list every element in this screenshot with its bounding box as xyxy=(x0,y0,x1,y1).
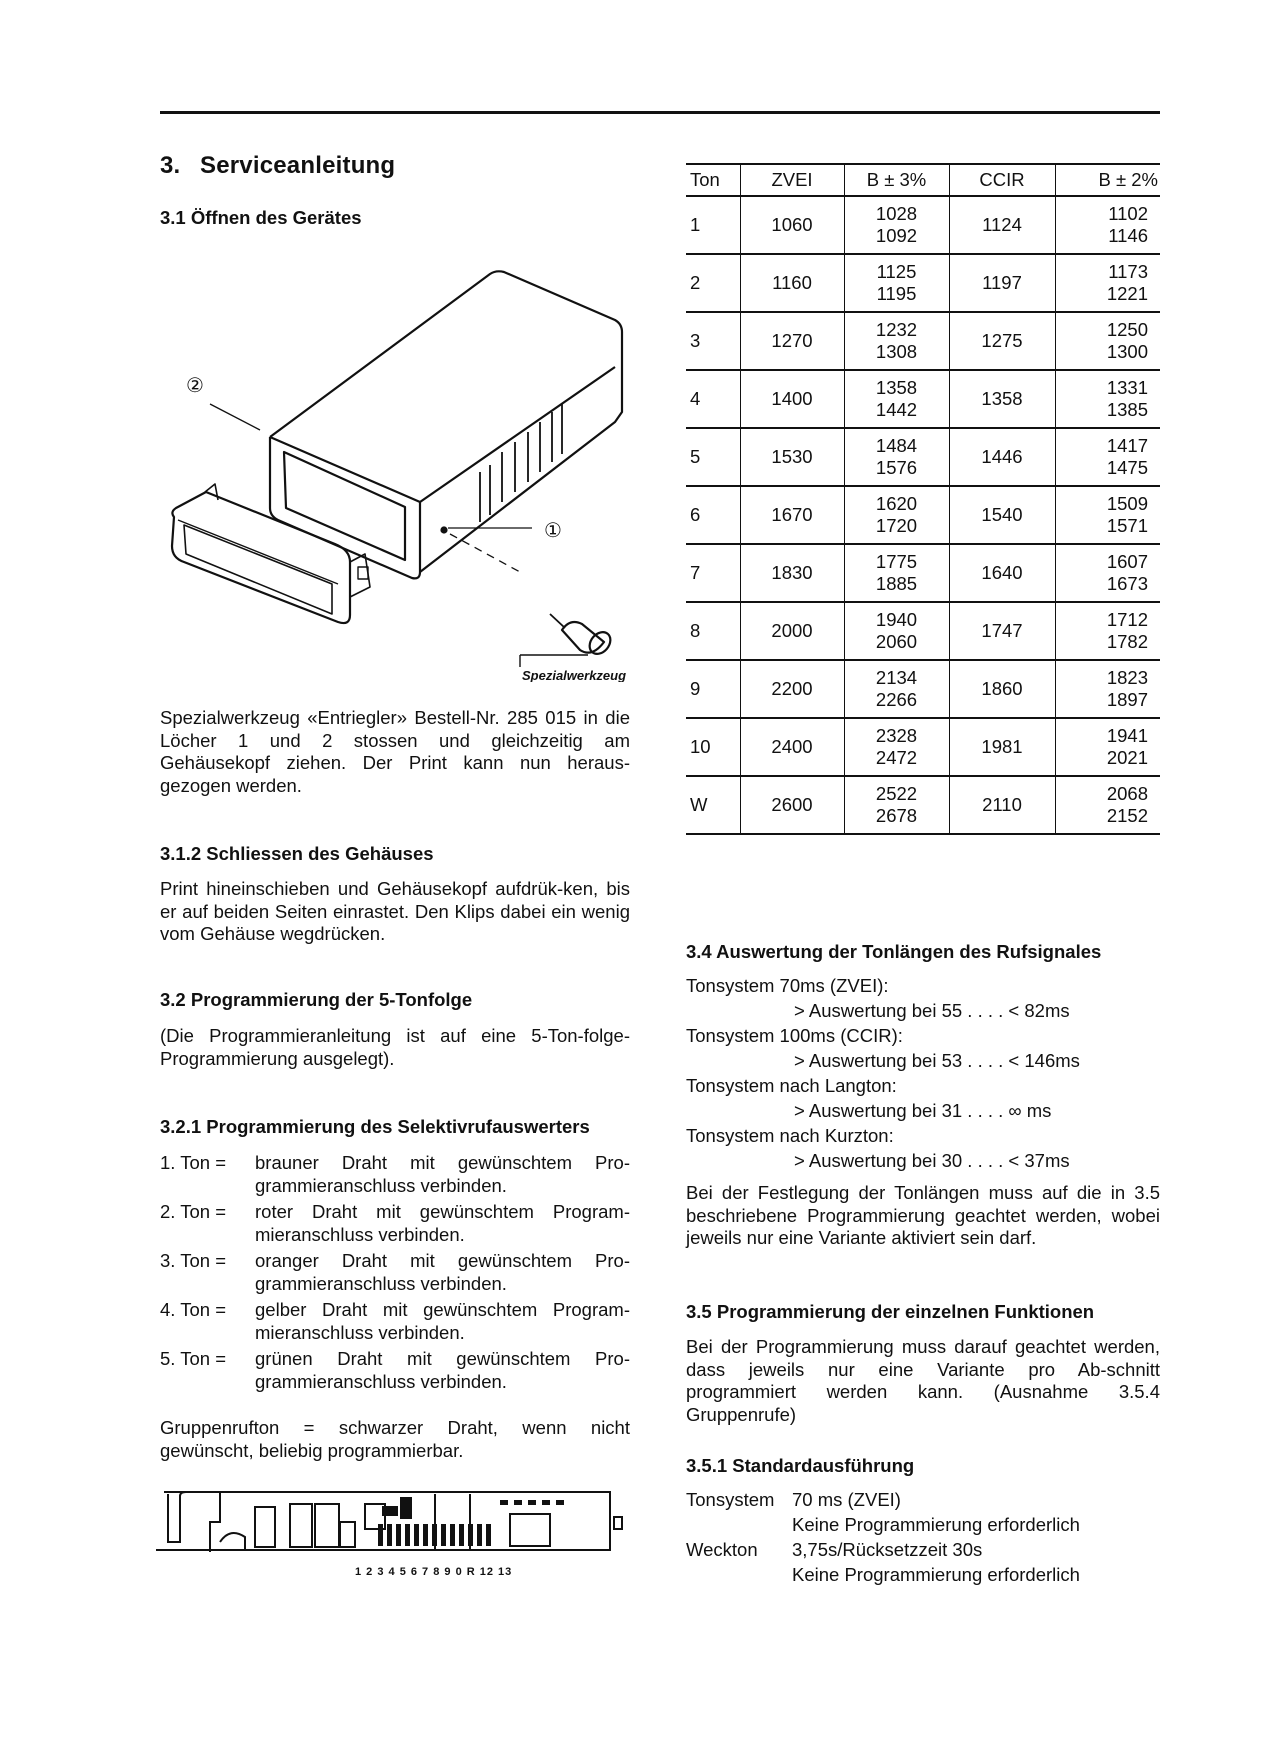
paragraph-tone-length: Bei der Festlegung der Tonlängen muss auf die in 3.5 beschriebene Programmierung geachtet werden, wobei jeweils nur eine Variante aktiviert sein darf. xyxy=(686,1182,1160,1248)
paragraph-opening: Spezialwerkzeug «Entriegler» Bestell-Nr. 285 015 in die Löcher 1 und 2 stossen und gleichzeitig am Gehäusekopf ziehen. Der Print kann nun heraus-gezogen werden. xyxy=(160,707,630,796)
cell-value: 2200 xyxy=(771,678,813,699)
tonsystem-label: Tonsystem 70ms (ZVEI): xyxy=(686,975,889,996)
cell-ccir xyxy=(949,486,1055,544)
cell-zvei xyxy=(740,660,844,718)
cell-ccir xyxy=(949,428,1055,486)
table-row xyxy=(686,254,1160,312)
cell-b3-range xyxy=(844,428,949,486)
range-low: 1417 xyxy=(1106,435,1148,456)
heading-3-1-2: 3.1.2 Schliessen des Gehäuses xyxy=(160,843,434,864)
range-high: 1092 xyxy=(875,225,918,246)
table-header-row xyxy=(686,164,1160,196)
table-row xyxy=(686,312,1160,370)
cell-ccir xyxy=(949,370,1055,428)
cell-value: 3 xyxy=(690,330,701,351)
table-row xyxy=(686,486,1160,544)
list-item xyxy=(160,1250,630,1295)
cell-value: 1197 xyxy=(982,272,1022,293)
cell-b3-range xyxy=(844,486,949,544)
list-item-key: 1. Ton = xyxy=(160,1152,227,1173)
cell-value: 1540 xyxy=(981,504,1023,525)
cell-value: 1830 xyxy=(771,562,813,583)
cell-value: 1446 xyxy=(981,446,1023,467)
cell-value: 1640 xyxy=(981,562,1023,583)
cell-b2-range xyxy=(1055,428,1160,486)
standard-config xyxy=(686,1487,1160,1587)
range-low: 1358 xyxy=(875,377,918,398)
range-low: 1028 xyxy=(875,203,918,224)
col-header-zvei: ZVEI xyxy=(740,164,844,196)
range-high: 1571 xyxy=(1106,515,1148,536)
housing-exploded-illustration xyxy=(160,262,650,682)
range-low: 1102 xyxy=(1108,203,1148,224)
cell-b3-range xyxy=(844,660,949,718)
range-high: 2152 xyxy=(1106,805,1148,826)
cell-zvei xyxy=(740,196,844,254)
cell-ton xyxy=(686,602,740,660)
tonsystem-label: Tonsystem nach Langton: xyxy=(686,1075,897,1096)
heading-3-2-1: 3.2.1 Programmierung des Selektivrufauswerters xyxy=(160,1116,590,1137)
range-high: 1385 xyxy=(1106,399,1148,420)
page-title xyxy=(160,152,395,180)
cell-value: 6 xyxy=(690,504,701,525)
col-header-b2: B ± 2% xyxy=(1055,164,1160,196)
cell-zvei xyxy=(740,312,844,370)
cell-value: 1670 xyxy=(771,504,813,525)
tonsystem-eval: > Auswertung bei 55 . . . . < 82ms xyxy=(794,1000,1070,1021)
range-high: 2266 xyxy=(875,689,918,710)
range-low: 1250 xyxy=(1106,319,1148,340)
heading-3-5-1: 3.5.1 Standardausführung xyxy=(686,1455,915,1476)
list-item-value: grünen Draht mit gewünschtem Pro-grammieranschluss verbinden. xyxy=(255,1348,630,1392)
table-row xyxy=(686,370,1160,428)
cell-zvei xyxy=(740,254,844,312)
config-value: 3,75s/Rücksetzzeit 30s xyxy=(792,1539,983,1560)
config-label: Tonsystem xyxy=(686,1489,775,1510)
col-header-ccir: CCIR xyxy=(949,164,1055,196)
cell-b2-range xyxy=(1055,486,1160,544)
list-item-key: 4. Ton = xyxy=(160,1299,227,1320)
cell-value: 1 xyxy=(690,214,701,235)
range-high: 1442 xyxy=(875,399,918,420)
cell-b2-range xyxy=(1055,602,1160,660)
table-row xyxy=(686,660,1160,718)
cell-zvei xyxy=(740,486,844,544)
tonsystem-eval: > Auswertung bei 53 . . . . < 146ms xyxy=(794,1050,1080,1071)
config-value: Keine Programmierung erforderlich xyxy=(792,1564,1080,1585)
range-low: 2068 xyxy=(1106,783,1148,804)
range-low: 1232 xyxy=(875,319,918,340)
group-call-note: Gruppenrufton = schwarzer Draht, wenn nicht gewünscht, beliebig programmierbar. xyxy=(160,1417,630,1461)
range-low: 1823 xyxy=(1106,667,1148,688)
range-low: 1607 xyxy=(1106,551,1148,572)
range-low: 1125 xyxy=(876,261,917,282)
tool-label: Spezialwerkzeug xyxy=(522,668,627,682)
cell-ccir xyxy=(949,312,1055,370)
cell-b2-range xyxy=(1055,776,1160,834)
cell-value: 2000 xyxy=(771,620,813,641)
tonsystem-label: Tonsystem nach Kurzton: xyxy=(686,1125,894,1146)
cell-ton xyxy=(686,718,740,776)
range-high: 1782 xyxy=(1106,631,1148,652)
table-row xyxy=(686,776,1160,834)
cell-zvei xyxy=(740,718,844,776)
cell-b2-range xyxy=(1055,544,1160,602)
cell-value: 2110 xyxy=(982,794,1022,815)
callout-1-label: ① xyxy=(544,518,562,542)
cell-value: 1124 xyxy=(982,214,1022,235)
range-high: 1673 xyxy=(1106,573,1148,594)
list-item xyxy=(160,1152,630,1197)
cell-ton xyxy=(686,254,740,312)
callout-2-label: ② xyxy=(186,373,204,397)
list-item-value: brauner Draht mit gewünschtem Pro-grammieranschluss verbinden. xyxy=(255,1152,630,1196)
range-low: 1509 xyxy=(1106,493,1148,514)
range-low: 1941 xyxy=(1106,725,1148,746)
pcb-pin-labels: 1 2 3 4 5 6 7 8 9 0 R 12 13 xyxy=(355,1566,513,1578)
list-item-value: gelber Draht mit gewünschtem Program-mieranschluss verbinden. xyxy=(255,1299,630,1343)
cell-b2-range xyxy=(1055,370,1160,428)
heading-3-2: 3.2 Programmierung der 5-Tonfolge xyxy=(160,989,473,1010)
cell-value: 7 xyxy=(690,562,701,583)
list-item-value: oranger Draht mit gewünschtem Pro-grammieranschluss verbinden. xyxy=(255,1250,630,1294)
cell-value: 1160 xyxy=(772,272,812,293)
cell-zvei xyxy=(740,776,844,834)
cell-value: 9 xyxy=(690,678,701,699)
range-high: 2472 xyxy=(875,747,918,768)
range-low: 1940 xyxy=(875,609,918,630)
paragraph-closing: Print hineinschieben und Gehäusekopf aufdrük-ken, bis er auf beiden Seiten einrastet. Den Klips dabei ein wenig vom Gehäuse wegdrücken. xyxy=(160,878,630,944)
range-low: 2522 xyxy=(875,783,918,804)
cell-value: 1060 xyxy=(771,214,813,235)
cell-b2-range xyxy=(1055,718,1160,776)
cell-zvei xyxy=(740,370,844,428)
range-high: 1221 xyxy=(1106,283,1148,304)
range-high: 1885 xyxy=(875,573,918,594)
range-low: 1173 xyxy=(1108,261,1148,282)
range-low: 2328 xyxy=(875,725,918,746)
cell-ccir xyxy=(949,196,1055,254)
tonsystem-eval: > Auswertung bei 30 . . . . < 37ms xyxy=(794,1150,1070,1171)
cell-value: 1270 xyxy=(771,330,813,351)
cell-zvei xyxy=(740,544,844,602)
config-label xyxy=(686,1562,792,1587)
col-header-ton: Ton xyxy=(686,164,740,196)
cell-ton xyxy=(686,486,740,544)
cell-b2-range xyxy=(1055,312,1160,370)
table-row xyxy=(686,428,1160,486)
cell-ccir xyxy=(949,602,1055,660)
list-item xyxy=(160,1299,630,1344)
cell-ton xyxy=(686,544,740,602)
cell-value: 2400 xyxy=(771,736,813,757)
heading-3-1: 3.1 Öffnen des Gerätes xyxy=(160,207,362,228)
range-high: 1146 xyxy=(1108,225,1148,246)
list-item-key: 5. Ton = xyxy=(160,1348,227,1369)
range-high: 2678 xyxy=(875,805,918,826)
tone-frequency-table xyxy=(686,163,1160,835)
range-high: 1308 xyxy=(875,341,918,362)
wire-assignment-list xyxy=(160,1152,630,1393)
cell-b2-range xyxy=(1055,254,1160,312)
cell-b3-range xyxy=(844,254,949,312)
tonsystem-eval: > Auswertung bei 31 . . . . ∞ ms xyxy=(794,1100,1052,1121)
range-high: 1475 xyxy=(1106,457,1148,478)
cell-ccir xyxy=(949,544,1055,602)
config-value: Keine Programmierung erforderlich xyxy=(792,1514,1080,1535)
cell-value: 10 xyxy=(690,736,711,757)
cell-ton xyxy=(686,776,740,834)
cell-ccir xyxy=(949,776,1055,834)
cell-value: 8 xyxy=(690,620,701,641)
cell-b3-range xyxy=(844,776,949,834)
range-low: 2134 xyxy=(875,667,918,688)
header-rule xyxy=(160,111,1160,114)
cell-b3-range xyxy=(844,196,949,254)
cell-value: 1358 xyxy=(981,388,1023,409)
pcb-side-view-illustration xyxy=(150,1482,630,1562)
cell-b3-range xyxy=(844,312,949,370)
table-row xyxy=(686,602,1160,660)
cell-value: 1860 xyxy=(981,678,1023,699)
section-title: Serviceanleitung xyxy=(200,152,396,179)
cell-ccir xyxy=(949,254,1055,312)
table-row xyxy=(686,544,1160,602)
cell-b3-range xyxy=(844,602,949,660)
list-item-key: 3. Ton = xyxy=(160,1250,227,1271)
range-low: 1712 xyxy=(1106,609,1148,630)
cell-ton xyxy=(686,370,740,428)
heading-3-5: 3.5 Programmierung der einzelnen Funktionen xyxy=(686,1301,1095,1322)
cell-b2-range xyxy=(1055,196,1160,254)
range-high: 1300 xyxy=(1106,341,1148,362)
range-high: 2021 xyxy=(1106,747,1148,768)
config-value: 70 ms (ZVEI) xyxy=(792,1489,901,1510)
cell-ton xyxy=(686,660,740,718)
heading-3-4: 3.4 Auswertung der Tonlängen des Rufsignales xyxy=(686,941,1102,962)
cell-zvei xyxy=(740,428,844,486)
cell-value: 2600 xyxy=(771,794,813,815)
tonsystem-label: Tonsystem 100ms (CCIR): xyxy=(686,1025,903,1046)
range-high: 1576 xyxy=(875,457,918,478)
cell-value: W xyxy=(690,794,708,815)
table-row xyxy=(686,718,1160,776)
cell-b3-range xyxy=(844,718,949,776)
col-header-b3: B ± 3% xyxy=(844,164,949,196)
cell-ccir xyxy=(949,718,1055,776)
section-number: 3. xyxy=(160,152,181,179)
list-item xyxy=(160,1201,630,1246)
range-low: 1331 xyxy=(1106,377,1148,398)
range-high: 1897 xyxy=(1106,689,1148,710)
tone-length-evaluation xyxy=(686,973,1160,1173)
cell-zvei xyxy=(740,602,844,660)
range-low: 1484 xyxy=(875,435,918,456)
paragraph-5-tone: (Die Programmieranleitung ist auf eine 5-Ton-folge-Programmierung ausgelegt). xyxy=(160,1025,630,1069)
cell-b3-range xyxy=(844,370,949,428)
range-low: 1775 xyxy=(875,551,918,572)
cell-ton xyxy=(686,428,740,486)
range-high: 1720 xyxy=(875,515,918,536)
range-high: 1195 xyxy=(876,283,917,304)
cell-value: 1400 xyxy=(771,388,813,409)
cell-b2-range xyxy=(1055,660,1160,718)
config-label: Weckton xyxy=(686,1539,758,1560)
cell-value: 1747 xyxy=(981,620,1023,641)
paragraph-programming: Bei der Programmierung muss darauf geachtet werden, dass jeweils nur eine Variante pro Ab-schnitt programmiert werden kann. (Ausnahme 3.5.4 Gruppenrufe) xyxy=(686,1336,1160,1425)
table-row xyxy=(686,196,1160,254)
cell-ton xyxy=(686,196,740,254)
cell-ccir xyxy=(949,660,1055,718)
cell-value: 5 xyxy=(690,446,701,467)
cell-value: 1530 xyxy=(771,446,813,467)
range-high: 2060 xyxy=(875,631,918,652)
range-low: 1620 xyxy=(875,493,918,514)
list-item-value: roter Draht mit gewünschtem Program-mieranschluss verbinden. xyxy=(255,1201,630,1245)
cell-ton xyxy=(686,312,740,370)
cell-value: 1981 xyxy=(981,736,1023,757)
cell-value: 2 xyxy=(690,272,701,293)
list-item xyxy=(160,1348,630,1393)
cell-value: 4 xyxy=(690,388,701,409)
config-label xyxy=(686,1512,792,1537)
cell-value: 1275 xyxy=(981,330,1023,351)
cell-b3-range xyxy=(844,544,949,602)
list-item-key: 2. Ton = xyxy=(160,1201,227,1222)
